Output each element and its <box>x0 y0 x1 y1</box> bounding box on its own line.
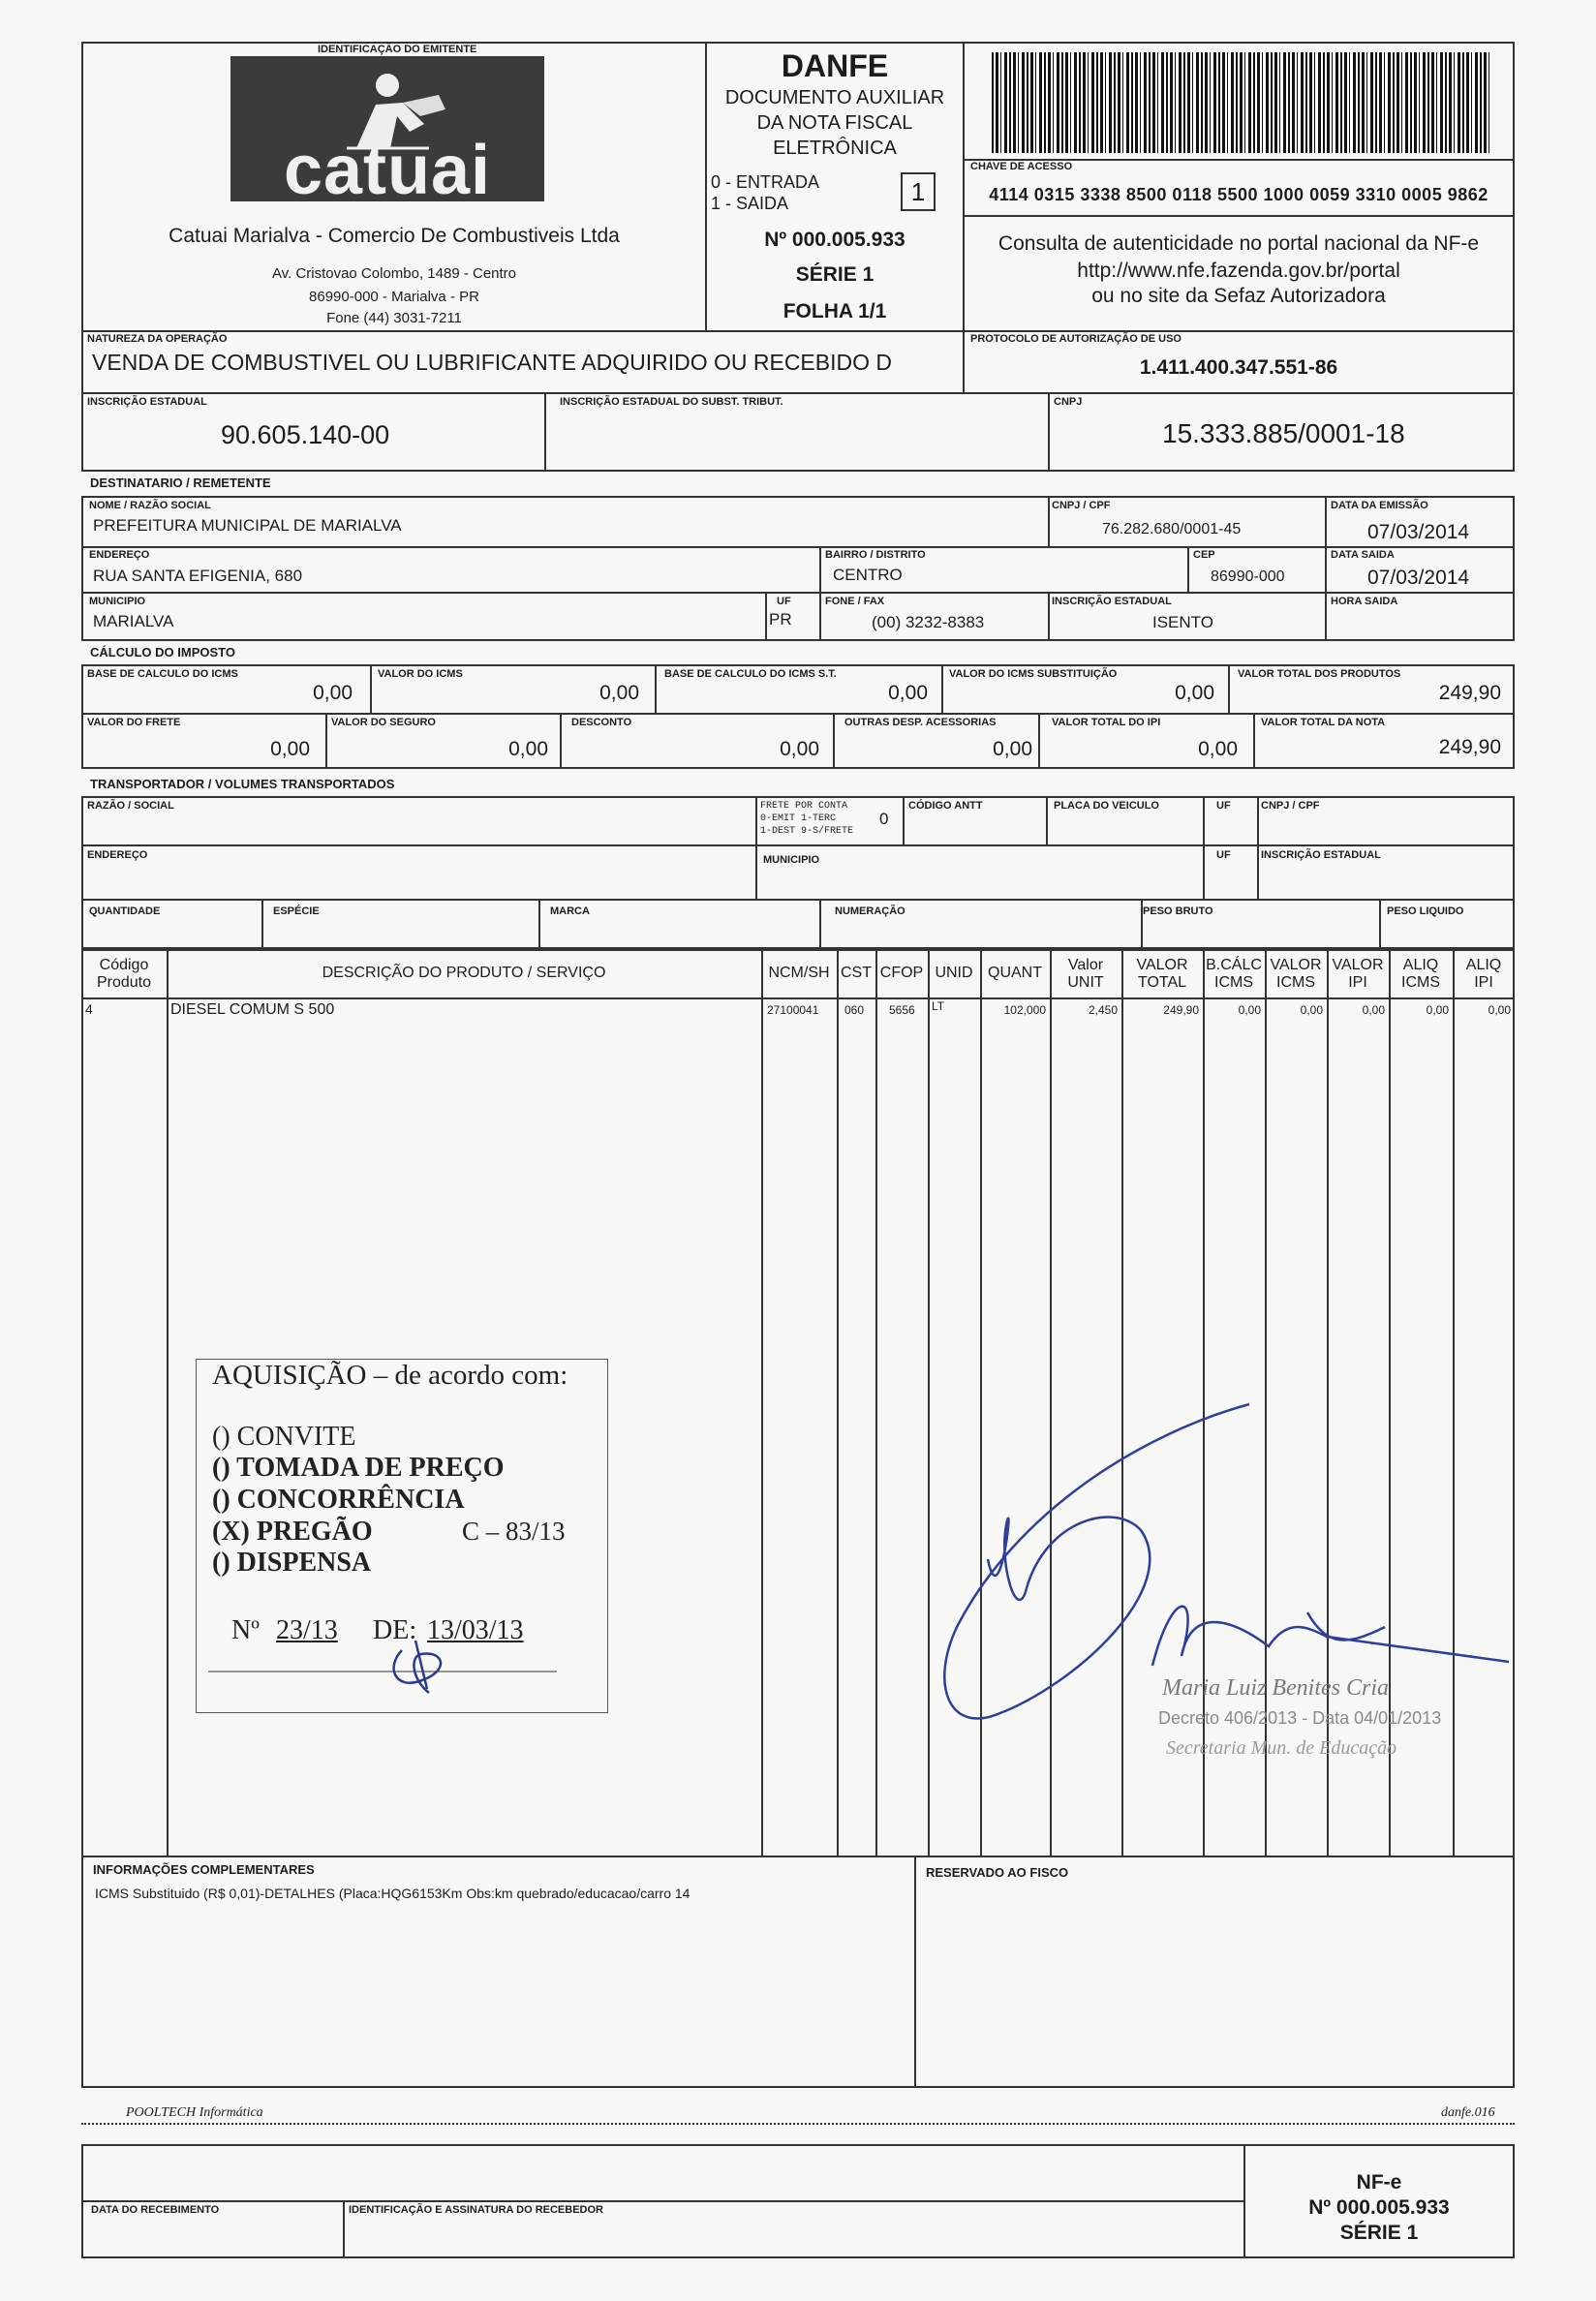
dest-fone-label: FONE / FAX <box>825 596 885 607</box>
danfe-numero: Nº 000.005.933 <box>764 229 905 251</box>
head-unid: UNID <box>935 965 973 981</box>
valor-icms: 0,00 <box>599 682 639 704</box>
total-prod-label: VALOR TOTAL DOS PRODUTOS <box>1238 668 1401 680</box>
stamp-title: AQUISIÇÃO – de acordo com: <box>212 1360 568 1391</box>
head-descricao: DESCRIÇÃO DO PRODUTO / SERVIÇO <box>322 965 606 981</box>
imp-col-9 <box>1253 713 1255 769</box>
head-bcalc-2: ICMS <box>1214 974 1253 991</box>
desconto-label: DESCONTO <box>571 717 632 728</box>
transportador-section-label: TRANSPORTADOR / VOLUMES TRANSPORTADOS <box>90 777 395 791</box>
desconto: 0,00 <box>780 738 819 760</box>
item-vtotal: 249,90 <box>1163 1003 1199 1017</box>
head-vunit <box>1050 957 1121 992</box>
danfe-serie: SÉRIE 1 <box>795 263 875 286</box>
transp-endereco-label: ENDEREÇO <box>87 849 148 861</box>
item-descricao: DIESEL COMUM S 500 <box>170 1001 335 1018</box>
transp-uf2-label: UF <box>1216 849 1231 861</box>
dest-nome: PREFEITURA MUNICIPAL DE MARIALVA <box>93 516 402 535</box>
dest-endereco-label: ENDEREÇO <box>89 549 150 561</box>
head-codigo-2: Produto <box>96 974 152 991</box>
head-vipi-1: VALOR <box>1332 957 1384 973</box>
item-vipi: 0,00 <box>1362 1003 1385 1017</box>
base-st-label: BASE DE CALCULO DO ICMS S.T. <box>664 668 837 680</box>
head-codigo-1: Código <box>99 957 149 973</box>
head-bcalc-1: B.CÁLC <box>1206 957 1262 973</box>
frete: 0,00 <box>270 738 310 760</box>
item-cst: 060 <box>844 1003 865 1017</box>
item-aipi: 0,00 <box>1488 1003 1511 1017</box>
consulta-line-1: Consulta de autenticidade no portal nacional da NF-e <box>998 232 1480 255</box>
item-cfop: 5656 <box>889 1003 915 1017</box>
ie-value: 90.605.140-00 <box>221 420 390 449</box>
chave-value: 4114 0315 3338 8500 0118 5500 1000 0059 3310 0005 9862 <box>989 185 1489 204</box>
valor-st: 0,00 <box>1175 682 1214 704</box>
cut-line <box>81 2123 1515 2125</box>
stamp-data-label: DE: <box>373 1615 417 1645</box>
dest-cep-label: CEP <box>1193 549 1215 561</box>
chave-label: CHAVE DE ACESSO <box>970 161 1073 172</box>
inscricao-divider-1 <box>544 392 546 472</box>
canhoto-col-1 <box>343 2200 345 2258</box>
fisco-label: RESERVADO AO FISCO <box>926 1865 1069 1880</box>
transp-col-uf <box>1203 796 1205 899</box>
dest-col-fone <box>819 592 821 641</box>
seguro-label: VALOR DO SEGURO <box>331 717 436 728</box>
head-vicms-2: ICMS <box>1276 974 1315 991</box>
transp-row-divider-2 <box>81 899 1515 901</box>
signature-cargo: Secretaria Mun. de Educação <box>1166 1737 1397 1759</box>
danfe-folha: FOLHA 1/1 <box>783 300 887 322</box>
base-st: 0,00 <box>888 682 928 704</box>
recebimento-label: DATA DO RECEBIMENTO <box>91 2204 220 2216</box>
recebedor-label: IDENTIFICAÇÃO E ASSINATURA DO RECEBEDOR <box>349 2204 603 2216</box>
canhoto-serie: SÉRIE 1 <box>1339 2222 1419 2244</box>
ipi-label: VALOR TOTAL DO IPI <box>1052 717 1161 728</box>
frete-label: VALOR DO FRETE <box>87 717 181 728</box>
transp-especie-label: ESPÉCIE <box>273 905 320 917</box>
transp-col-frete <box>755 796 757 899</box>
head-quant: QUANT <box>988 965 1042 981</box>
ipi: 0,00 <box>1198 738 1238 760</box>
dest-uf: PR <box>769 610 792 629</box>
stamp-initials-signature-icon <box>197 1360 607 1712</box>
head-vicms <box>1265 957 1327 992</box>
head-cfop: CFOP <box>879 965 924 981</box>
item-vunit: 2,450 <box>1088 1003 1118 1017</box>
software-credit: POOLTECH Informática <box>126 2105 263 2120</box>
head-aipi-2: IPI <box>1474 974 1493 991</box>
aquisicao-stamp <box>196 1359 608 1713</box>
transp-ie-label: INSCRIÇÃO ESTADUAL <box>1261 849 1381 861</box>
outras-label: OUTRAS DESP. ACESSORIAS <box>844 717 997 728</box>
stamp-numero-label: Nº <box>231 1615 260 1645</box>
base-icms-label: BASE DE CALCULO DO ICMS <box>87 668 238 680</box>
total-nota-label: VALOR TOTAL DA NOTA <box>1261 717 1386 728</box>
inscricao-divider-2 <box>1048 392 1050 472</box>
consulta-line-3: ou no site da Sefaz Autorizadora <box>1091 285 1386 307</box>
head-vipi-2: IPI <box>1348 974 1367 991</box>
signature-decreto: Decreto 406/2013 - Data 04/01/2013 <box>1158 1708 1442 1728</box>
head-aicms-1: ALIQ <box>1402 957 1439 973</box>
dest-municipio-label: MUNICIPIO <box>89 596 146 607</box>
signature-name: Maria Luiz Benites Cria <box>1162 1675 1390 1701</box>
destinatario-section-label: DESTINATARIO / REMETENTE <box>90 476 271 490</box>
transp-frete-line-1: FRETE POR CONTA <box>760 801 848 812</box>
logo-text: catuai <box>283 132 492 209</box>
imp-col-4 <box>1228 664 1230 713</box>
transp-col-cnpj <box>1257 796 1259 899</box>
dest-emissao-label: DATA DA EMISSÃO <box>1331 500 1428 511</box>
emitente-address: Av. Cristovao Colombo, 1489 - Centro <box>271 265 517 282</box>
dest-saida: 07/03/2014 <box>1367 567 1470 589</box>
imp-col-3 <box>941 664 943 713</box>
danfe-ref: danfe.016 <box>1441 2105 1495 2120</box>
ie-st-label: INSCRIÇÃO ESTADUAL DO SUBST. TRIBUT. <box>560 396 783 408</box>
dest-uf-label: UF <box>777 596 791 607</box>
head-vicms-1: VALOR <box>1270 957 1322 973</box>
dest-col-cnpj <box>1048 496 1050 546</box>
barcode <box>992 52 1489 153</box>
emitente-name: Catuai Marialva - Comercio De Combustiveis Ltda <box>169 225 620 247</box>
dest-col-data <box>1325 496 1327 641</box>
head-aicms <box>1389 957 1453 992</box>
base-icms: 0,00 <box>313 682 353 704</box>
prod-col-cfop <box>875 947 877 1857</box>
imposto-row-divider <box>81 713 1515 715</box>
canhoto-numero: Nº 000.005.933 <box>1308 2196 1450 2219</box>
dest-ie-label: INSCRIÇÃO ESTADUAL <box>1052 596 1172 607</box>
valor-icms-label: VALOR DO ICMS <box>378 668 463 680</box>
chave-divider-2 <box>963 215 1515 217</box>
prod-col-ncm <box>761 947 763 1857</box>
head-vtotal-1: VALOR <box>1136 957 1188 973</box>
head-aicms-2: ICMS <box>1401 974 1440 991</box>
head-bcalc <box>1203 957 1265 992</box>
dest-row-divider-2 <box>81 592 1515 594</box>
transp-placa-label: PLACA DO VEICULO <box>1054 800 1159 812</box>
transp-col-numeracao <box>819 899 821 951</box>
danfe-subtitle-2: DA NOTA FISCAL <box>756 112 913 134</box>
item-aicms: 0,00 <box>1426 1003 1449 1017</box>
dest-endereco: RUA SANTA EFIGENIA, 680 <box>93 567 303 585</box>
emitente-phone: Fone (44) 3031-7211 <box>326 310 462 326</box>
prod-col-cst <box>837 947 839 1857</box>
transp-municipio-label: MUNICIPIO <box>763 854 820 866</box>
head-vunit-2: UNIT <box>1067 974 1104 991</box>
transp-col-marca <box>538 899 540 951</box>
head-cst: CST <box>841 965 872 981</box>
head-ncm: NCM/SH <box>768 965 830 981</box>
transp-antt-label: CÓDIGO ANTT <box>908 800 983 812</box>
authority-signature-icon <box>920 1395 1520 1763</box>
item-vicms: 0,00 <box>1300 1003 1323 1017</box>
stamp-opt-pregao-ref: C – 83/13 <box>462 1517 566 1546</box>
stamp-numero: 23/13 <box>276 1615 338 1645</box>
transp-frete-line-3: 1-DEST 9-S/FRETE <box>760 826 854 837</box>
danfe-subtitle-3: ELETRÔNICA <box>773 138 897 159</box>
head-vunit-1: Valor <box>1067 957 1104 973</box>
dest-col-ie <box>1048 592 1050 641</box>
stamp-opt-concorrencia: () CONCORRÊNCIA <box>212 1485 465 1515</box>
head-aipi-1: ALIQ <box>1465 957 1502 973</box>
imp-col-8 <box>1038 713 1040 769</box>
dest-bairro-label: BAIRRO / DISTRITO <box>825 549 926 561</box>
info-label: INFORMAÇÕES COMPLEMENTARES <box>93 1862 315 1877</box>
danfe-title: DANFE <box>781 48 889 83</box>
transp-col-antt <box>903 796 905 844</box>
transp-frete-line-2: 0-EMIT 1-TERC <box>760 813 837 824</box>
dest-ie: ISENTO <box>1152 613 1213 631</box>
dest-col-cep <box>1187 546 1189 592</box>
outras: 0,00 <box>993 738 1032 760</box>
transp-row-divider-1 <box>81 844 1515 846</box>
item-unid: LT <box>932 999 945 1013</box>
total-prod: 249,90 <box>1438 682 1501 704</box>
danfe-tipo-box: 1 <box>901 172 936 211</box>
valor-st-label: VALOR DO ICMS SUBSTITUIÇÃO <box>949 668 1118 680</box>
dest-bairro: CENTRO <box>833 566 903 584</box>
fisco-box <box>914 1856 1515 2088</box>
head-vtotal-2: TOTAL <box>1137 974 1187 991</box>
stamp-data: 13/03/13 <box>427 1615 524 1645</box>
dest-nome-label: NOME / RAZÃO SOCIAL <box>89 500 211 511</box>
dest-hora-label: HORA SAIDA <box>1331 596 1398 607</box>
transp-cnpj-label: CNPJ / CPF <box>1261 800 1320 812</box>
danfe-entrada: 0 - ENTRADA <box>711 172 820 192</box>
info-text: ICMS Substituido (R$ 0,01)-DETALHES (Placa:HQG6153Km Obs:km quebrado/educacao/carro 14 <box>95 1886 691 1901</box>
cnpj-label: CNPJ <box>1054 396 1083 408</box>
canhoto-nfe: NF-e <box>1356 2171 1402 2194</box>
imp-col-7 <box>833 713 835 769</box>
natureza-value: VENDA DE COMBUSTIVEL OU LUBRIFICANTE ADQUIRIDO OU RECEBIDO D <box>92 350 893 375</box>
dest-col-bairro <box>819 546 821 592</box>
consulta-line-2: http://www.nfe.fazenda.gov.br/portal <box>1077 260 1400 282</box>
head-codigo <box>81 957 167 992</box>
imp-col-2 <box>655 664 657 713</box>
dest-emissao: 07/03/2014 <box>1367 521 1470 543</box>
ie-label: INSCRIÇÃO ESTADUAL <box>87 396 207 408</box>
danfe-saida: 1 - SAIDA <box>711 194 789 213</box>
head-aipi <box>1453 957 1515 992</box>
head-vipi <box>1327 957 1389 992</box>
prod-col-descricao <box>167 947 169 1857</box>
item-bcalc: 0,00 <box>1238 1003 1261 1017</box>
dest-saida-label: DATA SAIDA <box>1331 549 1395 561</box>
imp-col-1 <box>370 664 372 713</box>
transp-col-peso-liq <box>1379 899 1381 951</box>
total-nota: 249,90 <box>1438 736 1501 758</box>
stamp-opt-convite: () CONVITE <box>212 1422 356 1452</box>
transp-razao-label: RAZÃO / SOCIAL <box>87 800 174 812</box>
seguro: 0,00 <box>508 738 548 760</box>
dest-municipio: MARIALVA <box>93 612 174 630</box>
transp-peso-bruto-label: PESO BRUTO <box>1143 905 1213 917</box>
dest-cnpj-label: CNPJ / CPF <box>1052 500 1111 511</box>
dest-col-uf <box>765 592 767 641</box>
transp-col-especie <box>261 899 263 951</box>
canhoto-divider <box>81 2200 1243 2202</box>
transp-frete-value: 0 <box>879 810 889 828</box>
transp-marca-label: MARCA <box>550 905 590 917</box>
item-ncm: 27100041 <box>767 1003 819 1017</box>
transp-numeracao-label: NUMERAÇÃO <box>835 905 905 917</box>
imp-col-5 <box>325 713 327 769</box>
company-logo <box>230 56 544 209</box>
dest-cnpj: 76.282.680/0001-45 <box>1102 521 1242 537</box>
dest-row-divider-1 <box>81 546 1515 548</box>
emitente-section-label: IDENTIFICAÇÃO DO EMITENTE <box>318 44 477 55</box>
stamp-opt-tomada: () TOMADA DE PREÇO <box>212 1453 505 1483</box>
produtos-header-divider <box>81 997 1515 999</box>
imposto-section-label: CÁLCULO DO IMPOSTO <box>90 645 235 660</box>
protocolo-label: PROTOCOLO DE AUTORIZAÇÃO DE USO <box>970 333 1182 345</box>
transp-col-placa <box>1046 796 1048 844</box>
transp-peso-liq-label: PESO LIQUIDO <box>1387 905 1464 917</box>
dest-fone: (00) 3232-8383 <box>872 613 985 631</box>
transp-uf-label: UF <box>1216 800 1231 812</box>
emitente-city: 86990-000 - Marialva - PR <box>309 289 479 305</box>
stamp-opt-pregao: (X) PREGÃO <box>212 1517 373 1547</box>
stamp-opt-dispensa: () DISPENSA <box>212 1548 372 1578</box>
natureza-label: NATUREZA DA OPERAÇÃO <box>87 333 228 345</box>
cnpj-value: 15.333.885/0001-18 <box>1162 418 1405 448</box>
transp-quantidade-label: QUANTIDADE <box>89 905 161 917</box>
item-codigo: 4 <box>85 1001 93 1017</box>
imp-col-6 <box>560 713 562 769</box>
item-quant: 102,000 <box>1003 1003 1046 1017</box>
head-vtotal <box>1121 957 1203 992</box>
protocolo-value: 1.411.400.347.551-86 <box>1139 356 1338 379</box>
dest-cep: 86990-000 <box>1211 568 1285 585</box>
danfe-subtitle-1: DOCUMENTO AUXILIAR <box>724 87 945 108</box>
